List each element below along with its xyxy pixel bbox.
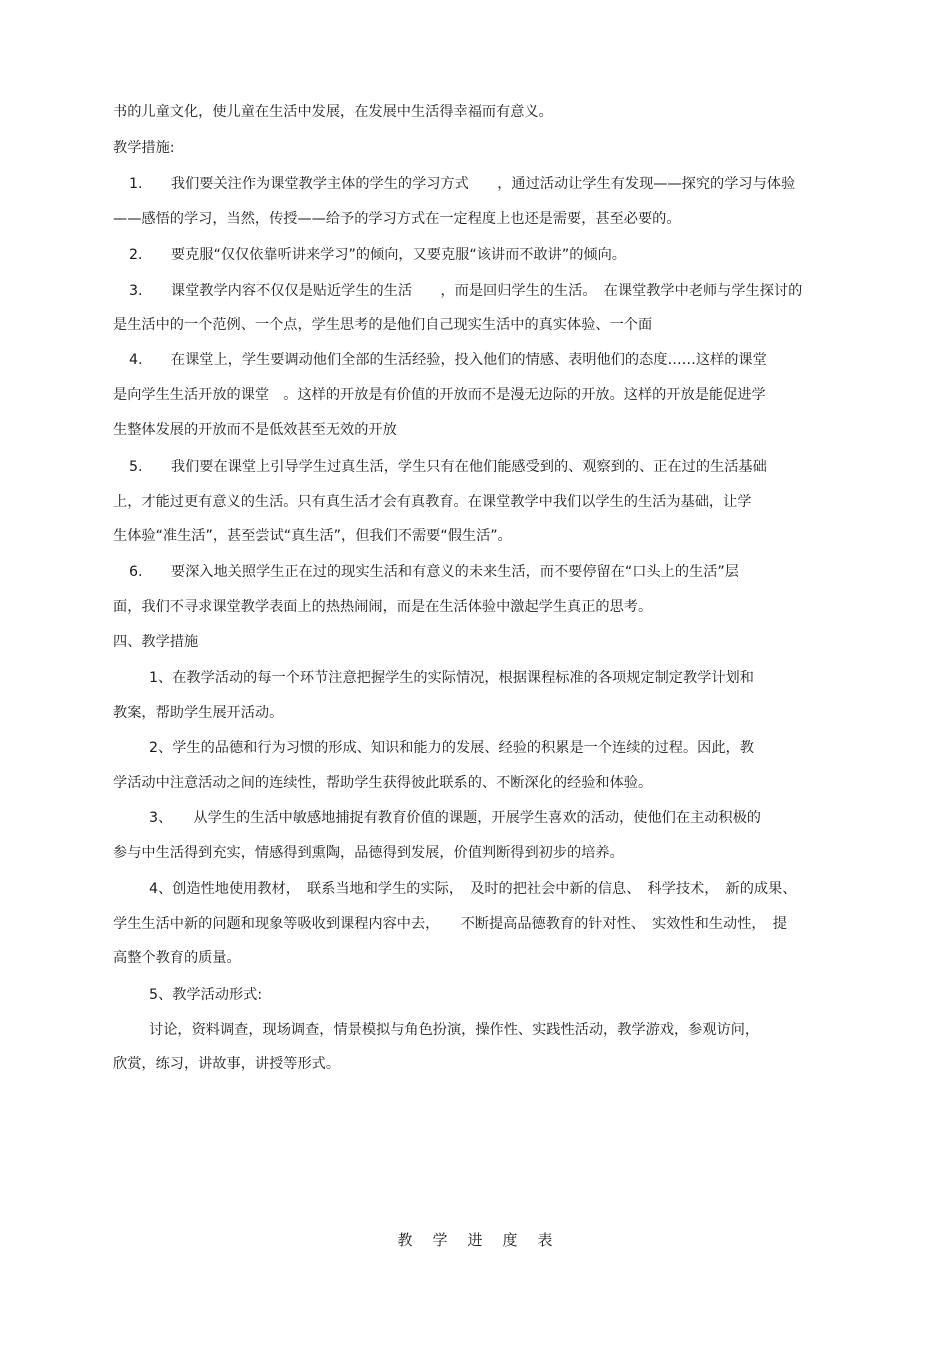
text-line-23: 4、创造性地使用教材， 联系当地和学生的实际， 及时的把社会中新的信息、 科学技术， 新的成果、 <box>149 881 797 897</box>
text-line-8: 4. 在课堂上，学生要调动他们全部的生活经验，投入他们的情感、表明他们的态度……这样的课堂 <box>129 352 767 368</box>
text-line-12: 上，才能过更有意义的生活。只有真生活才会有真教育。在课堂教学中我们以学生的生活为基础，让学 <box>113 494 752 510</box>
text-line-15: 面，我们不寻求课堂教学表面上的热热闹闹，而是在生活体验中激起学生真正的思考。 <box>113 599 653 615</box>
text-line-22: 参与中生活得到充实，情感得到熏陶，品德得到发展，价值判断得到初步的培养。 <box>113 845 624 861</box>
text-line-14: 6. 要深入地关照学生正在过的现实生活和有意义的未来生活，而不要停留在“口头上的生活”层 <box>129 564 739 580</box>
text-line-13: 生体验“准生活”，甚至尝试“真生活”，但我们不需要“假生活”。 <box>113 528 512 544</box>
text-line-19: 2、学生的品德和行为习惯的形成、知识和能力的发展、经验的积累是一个连续的过程。因此，教 <box>149 740 754 756</box>
text-line-27: 讨论，资料调查，现场调查，情景模拟与角色扮演，操作性、实践性活动，教学游戏，参观访问， <box>149 1022 760 1038</box>
text-line-26: 5、教学活动形式: <box>149 987 263 1003</box>
text-line-7: 是生活中的一个范例、一个点，学生思考的是他们自己现实生活中的真实体验、一个面 <box>113 317 653 333</box>
text-line-21: 3、 从学生的生活中敏感地捕捉有教育价值的课题，开展学生喜欢的活动，使他们在主动积极的 <box>149 810 761 826</box>
text-line-18: 教案，帮助学生展开活动。 <box>113 705 284 721</box>
text-line-20: 学活动中注意活动之间的连续性，帮助学生获得彼此联系的、不断深化的经验和体验。 <box>113 775 653 791</box>
schedule-title: 教学进度表 <box>397 1231 573 1249</box>
text-line-28: 欣赏，练习，讲故事，讲授等形式。 <box>113 1056 341 1072</box>
text-line-1: 书的儿童文化，使儿童在生活中发展，在发展中生活得幸福而有意义。 <box>113 104 553 120</box>
text-line-6: 3. 课堂教学内容不仅仅是贴近学生的生活 ，而是回归学生的生活。 在课堂教学中老师与学生探讨的 <box>129 283 803 299</box>
section-heading: 四、教学措施 <box>113 634 199 650</box>
text-line-9: 是向学生生活开放的课堂 。这样的开放是有价值的开放而不是漫无边际的开放。这样的开放是能促进学 <box>113 387 766 403</box>
text-line-11: 5. 我们要在课堂上引导学生过真生活，学生只有在他们能感受到的、观察到的、正在过的生活基础 <box>129 459 767 475</box>
text-line-25: 高整个教育的质量。 <box>113 950 241 966</box>
text-line-4: ——感悟的学习，当然，传授——给予的学习方式在一定程度上也还是需要，甚至必要的。 <box>113 211 681 227</box>
text-line-17: 1、在教学活动的每一个环节注意把握学生的实际情况，根据课程标准的各项规定制定教学计划和 <box>149 670 754 686</box>
text-line-10: 生整体发展的开放而不是低效甚至无效的开放 <box>113 422 397 438</box>
text-line-24: 学生生活中新的问题和现象等吸收到课程内容中去， 不断提高品德教育的针对性、 实效性和生动性， 提 <box>113 916 787 932</box>
text-line-3: 1. 我们要关注作为课堂教学主体的学生的学习方式 ，通过活动让学生有发现——探究的学习与体验 <box>129 176 796 192</box>
text-line-2: 教学措施: <box>113 140 175 156</box>
text-line-5: 2. 要克服“仅仅依靠听讲来学习”的倾向，又要克服“该讲而不敢讲”的倾向。 <box>129 247 626 263</box>
